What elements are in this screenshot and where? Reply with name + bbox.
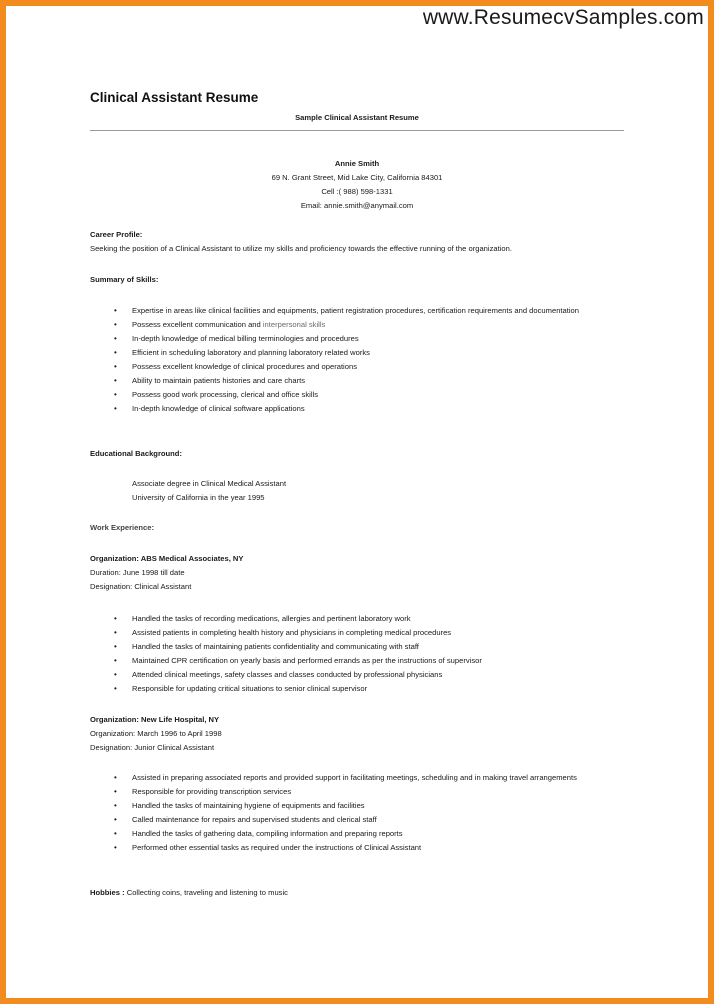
bullet-icon: • xyxy=(114,801,117,810)
bullet-icon: • xyxy=(114,306,117,315)
list-item-text: Handled the tasks of maintaining patients confidentiality and communicating with staff xyxy=(132,642,419,651)
hobbies-label: Hobbies : xyxy=(90,888,125,897)
bullet-icon: • xyxy=(114,829,117,838)
list-item xyxy=(90,654,624,668)
title-divider xyxy=(90,130,624,131)
bullet-icon: • xyxy=(114,773,117,782)
education-degree: Associate degree in Clinical Medical Assistant xyxy=(132,479,287,488)
list-item-text: Assisted in preparing associated reports and provided support in facilitating meetings, scheduling and in making travel arrangements xyxy=(132,773,577,782)
applicant-cell: Cell :( 988) 598-1331 xyxy=(321,187,393,196)
list-item-text: Possess good work processing, clerical and office skills xyxy=(132,390,318,399)
document-subtitle: Sample Clinical Assistant Resume xyxy=(295,113,419,122)
bullet-icon: • xyxy=(114,320,117,329)
applicant-name: Annie Smith xyxy=(334,159,380,168)
bullet-icon: • xyxy=(114,815,117,824)
job1-header xyxy=(90,552,624,594)
bullet-icon: • xyxy=(114,348,117,357)
education-details xyxy=(90,477,624,505)
list-item xyxy=(90,332,624,346)
bullet-icon: • xyxy=(114,362,117,371)
applicant-address: 69 N. Grant Street, Mid Lake City, California 84301 xyxy=(271,173,443,182)
bullet-icon: • xyxy=(114,628,117,637)
list-item-text: Efficient in scheduling laboratory and planning laboratory related works xyxy=(132,348,370,357)
bullet-icon: • xyxy=(114,390,117,399)
list-item xyxy=(90,799,624,813)
list-item xyxy=(90,388,624,402)
list-item xyxy=(90,771,624,785)
list-item xyxy=(90,360,624,374)
list-item-text: Responsible for providing transcription services xyxy=(132,787,292,796)
job2-organization: Organization: New Life Hospital, NY xyxy=(90,715,220,724)
contact-block xyxy=(90,157,624,213)
list-item xyxy=(90,841,624,855)
bullet-icon: • xyxy=(114,404,117,413)
list-item xyxy=(90,612,624,626)
list-item xyxy=(90,640,624,654)
watermark-url: www.ResumecvSamples.com xyxy=(422,6,704,29)
skills-heading-a: Summary of xyxy=(90,275,136,284)
list-item-text: Possess excellent communication and xyxy=(132,320,263,329)
work-heading: Work Experience: xyxy=(90,523,155,532)
list-item xyxy=(90,827,624,841)
list-item xyxy=(90,785,624,799)
list-item-text: Handled the tasks of recording medications, allergies and pertinent laboratory work xyxy=(132,614,411,623)
job2-duties xyxy=(90,771,624,855)
career-heading: Career Profile: xyxy=(90,230,143,239)
bullet-icon: • xyxy=(114,642,117,651)
job1-duration: Duration: June 1998 till date xyxy=(90,568,185,577)
education-university: University of California in the year 1995 xyxy=(132,493,265,502)
list-item-text: Responsible for updating critical situations to senior clinical supervisor xyxy=(132,684,368,693)
hobbies-line xyxy=(90,886,624,900)
list-item xyxy=(90,813,624,827)
list-item-text: Handled the tasks of gathering data, compiling information and preparing reports xyxy=(132,829,403,838)
list-item-text: In-depth knowledge of clinical software applications xyxy=(132,404,305,413)
job1-designation: Designation: Clinical Assistant xyxy=(90,582,192,591)
list-item xyxy=(90,304,624,318)
list-item-text: Performed other essential tasks as required under the instructions of Clinical Assistant xyxy=(132,843,422,852)
list-item xyxy=(90,346,624,360)
list-item-text: Expertise in areas like clinical facilities and equipments, patient registration procedures, certification requirements and documentation xyxy=(132,306,580,315)
job2-designation: Designation: Junior Clinical Assistant xyxy=(90,743,215,752)
bullet-icon: • xyxy=(114,614,117,623)
list-item-text: Possess excellent knowledge of clinical procedures and operations xyxy=(132,362,357,371)
list-item-text: Attended clinical meetings, safety classes and classes conducted by professional physicians xyxy=(132,670,443,679)
bullet-icon: • xyxy=(114,334,117,343)
career-section xyxy=(90,228,624,256)
education-heading: Educational Background: xyxy=(90,449,182,458)
interpersonal-skills-link[interactable]: interpersonal skills xyxy=(262,320,326,329)
bullet-icon: • xyxy=(114,656,117,665)
skills-heading-b: Skills: xyxy=(136,275,159,284)
list-item xyxy=(90,668,624,682)
job2-duration: Organization: March 1996 to April 1998 xyxy=(90,729,222,738)
bullet-icon: • xyxy=(114,670,117,679)
bullet-icon: • xyxy=(114,684,117,693)
job2-header xyxy=(90,713,624,755)
hobbies-text: Collecting coins, traveling and listening to music xyxy=(124,888,288,897)
list-item-text: In-depth knowledge of medical billing terminologies and procedures xyxy=(132,334,359,343)
list-item-text: Maintained CPR certification on yearly basis and performed errands as per the instructions of supervisor xyxy=(132,656,482,665)
job1-duties xyxy=(90,612,624,696)
bullet-icon: • xyxy=(114,376,117,385)
list-item xyxy=(90,318,624,332)
skills-list xyxy=(90,304,624,416)
bullet-icon: • xyxy=(114,843,117,852)
list-item-text: Called maintenance for repairs and supervised students and clerical staff xyxy=(132,815,377,824)
job1-organization: Organization: ABS Medical Associates, NY xyxy=(90,554,244,563)
list-item-text: Ability to maintain patients histories and care charts xyxy=(132,376,306,385)
list-item xyxy=(90,626,624,640)
career-text: Seeking the position of a Clinical Assistant to utilize my skills and proficiency towards the effective running of the organization. xyxy=(90,244,512,253)
list-item xyxy=(90,374,624,388)
list-item-text: Handled the tasks of maintaining hygiene of equipments and facilities xyxy=(132,801,365,810)
list-item-text: Assisted patients in completing health history and physicians in completing medical procedures xyxy=(132,628,452,637)
bullet-icon: • xyxy=(114,787,117,796)
applicant-email: Email: annie.smith@anymail.com xyxy=(300,201,414,210)
list-item xyxy=(90,682,624,696)
list-item xyxy=(90,402,624,416)
skills-heading xyxy=(90,273,624,287)
document-title: Clinical Assistant Resume xyxy=(90,90,259,105)
